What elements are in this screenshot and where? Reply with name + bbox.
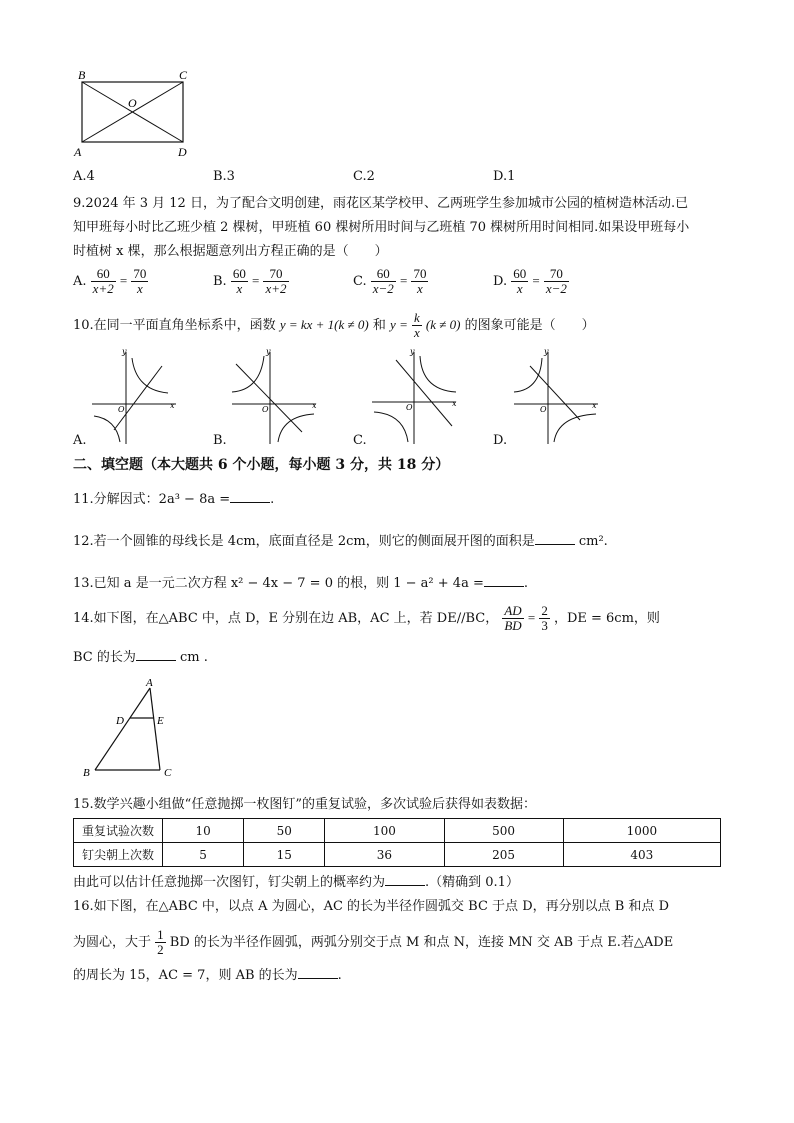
row-header: 钉尖朝上次数 — [74, 843, 163, 867]
data-table — [73, 818, 721, 867]
answer-blank — [230, 490, 270, 503]
label-b: B — [78, 68, 86, 82]
svg-text:O: O — [118, 405, 125, 414]
q16-line-3: 的周长为 15，AC = 7，则 AB 的长为 . — [73, 968, 342, 983]
q15-intro: 15.数学兴趣小组做“任意抛掷一枚图钉”的重复试验，多次试验后获得如表数据： — [73, 797, 536, 812]
svg-text:O: O — [406, 403, 413, 412]
svg-text:y: y — [266, 347, 271, 356]
answer-blank — [535, 532, 575, 545]
table-cell: 100 — [325, 819, 444, 843]
choice-label: C. — [353, 274, 367, 289]
svg-text:A: A — [146, 677, 153, 689]
table-cell: 205 — [444, 843, 563, 867]
table-cell: 50 — [244, 819, 325, 843]
q9-choice-c: C. $\frac{60}{x-2}$ = $\frac{70}{x}$ — [353, 266, 427, 296]
q10-stem: 10.在同一平面直角坐标系中，函数 y = kx + 1(k ≠ 0) 和 y = $\frac{k}{x}$ (k ≠ 0) 的图象可能是（ ） — [73, 310, 595, 340]
table-row — [74, 843, 721, 867]
q9-choice-a: A. $\frac{60}{x+2}$ = $\frac{70}{x}$ — [73, 266, 147, 296]
q10-graph-c — [368, 346, 460, 446]
svg-text:E: E — [157, 715, 164, 727]
answer-blank — [385, 873, 425, 886]
q9-line-1: 9.2024 年 3 月 12 日，为了配合文明创建，雨花区某学校甲、乙两班学生参加城市公园的植树造林活动.已 — [73, 196, 689, 211]
label-o: O — [128, 96, 137, 110]
section-heading: 二、填空题（本大题共 6 个小题，每小题 3 分，共 18 分） — [73, 457, 450, 473]
q16-line-1: 16.如下图，在△ABC 中，以点 A 为圆心，AC 的长为半径作圆弧交 BC 于点 D，再分别以点 B 和点 D — [73, 899, 669, 914]
q10-label-b: B. — [213, 433, 227, 448]
q8-choice-b: B.3 — [213, 169, 235, 184]
svg-text:O: O — [262, 405, 269, 414]
table-cell: 15 — [244, 843, 325, 867]
table-cell: 5 — [163, 843, 244, 867]
choice-label: A. — [73, 274, 87, 289]
q10-label-a: A. — [73, 433, 87, 448]
svg-text:B: B — [83, 767, 90, 779]
row-header: 重复试验次数 — [74, 819, 163, 843]
q8-choice-a: A.4 — [73, 169, 95, 184]
q14-line-2: BC 的长为 cm . — [73, 650, 208, 665]
triangle-diagram — [80, 676, 180, 782]
table-cell: 403 — [563, 843, 720, 867]
label-a: A — [74, 145, 82, 159]
choice-label: D. — [493, 274, 508, 289]
table-row — [74, 819, 721, 843]
q12: 12.若一个圆锥的母线长是 4cm，底面直径是 2cm，则它的侧面展开图的面积是 cm². — [73, 534, 608, 549]
q10-graph-b — [228, 346, 320, 446]
svg-text:x: x — [592, 401, 597, 410]
label-c: C — [179, 68, 188, 82]
svg-text:y: y — [544, 347, 549, 356]
q9-choice-d: D. $\frac{60}{x}$ = $\frac{70}{x-2}$ — [493, 266, 567, 296]
choice-label: B. — [213, 274, 227, 289]
svg-text:O: O — [540, 405, 547, 414]
q9-choice-b: B. $\frac{60}{x}$ = $\frac{70}{x+2}$ — [213, 266, 287, 296]
q10-label-d: D. — [493, 433, 508, 448]
q10-graph-d — [510, 346, 602, 446]
q9-line-2: 知甲班每小时比乙班少植 2 棵树，甲班植 60 棵树所用时间与乙班植 70 棵树所用时间相同.如果设甲班每小 — [73, 220, 690, 235]
q9-line-3: 时植树 x 棵，那么根据题意列出方程正确的是（ ） — [73, 244, 388, 259]
table-cell: 1000 — [563, 819, 720, 843]
answer-blank — [298, 966, 338, 979]
label-d: D — [178, 145, 187, 159]
table-cell: 36 — [325, 843, 444, 867]
svg-text:x: x — [170, 401, 175, 410]
q10-label-c: C. — [353, 433, 367, 448]
answer-blank — [136, 648, 176, 661]
svg-text:x: x — [312, 401, 317, 410]
svg-text:D: D — [116, 715, 124, 727]
q10-graph-a — [88, 346, 180, 446]
q14-line-1: 14.如下图，在△ABC 中，点 D，E 分别在边 AB，AC 上，若 DE//BC， $\frac{AD}{BD}$ = $\frac{2}{3}$ ，DE = 6cm，则 — [73, 603, 660, 633]
q11: 11.分解因式：2a³ − 8a = . — [73, 492, 275, 507]
rectangle-diagram — [70, 64, 200, 160]
table-cell: 10 — [163, 819, 244, 843]
svg-text:x: x — [452, 399, 457, 408]
table-cell: 500 — [444, 819, 563, 843]
svg-text:y: y — [122, 347, 127, 356]
q8-choice-d: D.1 — [493, 169, 516, 184]
q15-after: 由此可以估计任意抛掷一次图钉，钉尖朝上的概率约为 .（精确到 0.1） — [73, 875, 519, 890]
svg-text:y: y — [410, 347, 415, 356]
answer-blank — [484, 574, 524, 587]
q16-line-2: 为圆心，大于 $\frac{1}{2}$ BD 的长为半径作圆弧，两弧分别交于点 M 和点 N，连接 MN 交 AB 于点 E.若△ADE — [73, 927, 674, 957]
q8-choice-c: C.2 — [353, 169, 375, 184]
q13: 13.已知 a 是一元二次方程 x² − 4x − 7 = 0 的根，则 1 − a² + 4a = . — [73, 576, 528, 591]
svg-text:C: C — [164, 767, 172, 779]
